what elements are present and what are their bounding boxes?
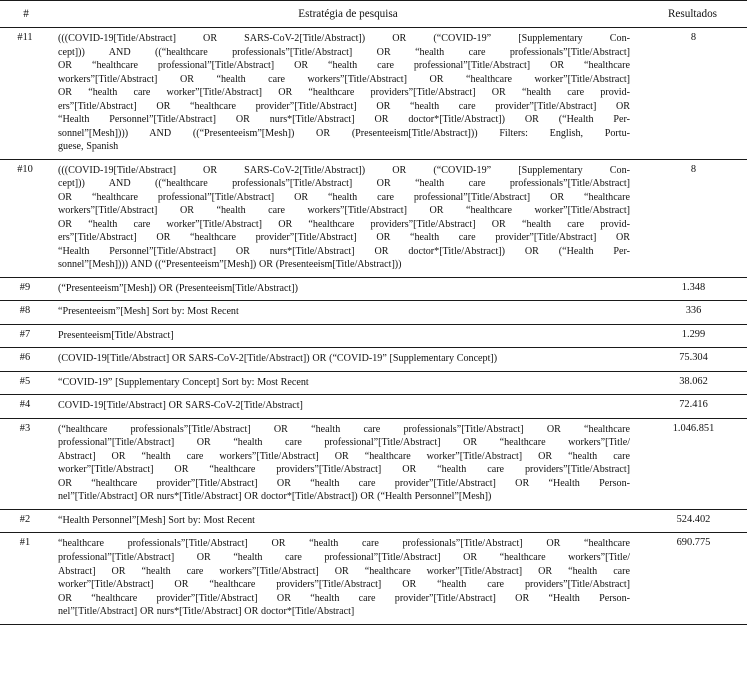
search-strategy-text (52, 324, 644, 348)
result-count: 72.416 (644, 395, 747, 419)
strategy-line: OR “health care worker”[Title/Abstract] OR “healthcare providers”[Title/Abstract] OR “health care provid- (58, 87, 630, 99)
result-count: 690.775 (644, 533, 747, 624)
strategy-line: “healthcare professionals”[Title/Abstract] OR “health care professionals”[Title/Abstract] OR “healthcare (58, 538, 630, 550)
table-header (0, 1, 747, 28)
search-strategy-text (52, 277, 644, 301)
table-row (0, 324, 747, 348)
strategy-line: sonnel”[Mesh]))) AND ((“Presenteeism”[Mesh]) OR (Presenteeism[Title/Abstract])) (58, 259, 402, 271)
table-row (0, 28, 747, 160)
result-count: 336 (644, 301, 747, 325)
table-row (0, 301, 747, 325)
strategy-line: OR “healthcare professional”[Title/Abstract] OR “health care professional”[Title/Abstract] OR “healthcare (58, 60, 630, 72)
search-strategy-text (52, 395, 644, 419)
row-number: #2 (0, 509, 52, 533)
strategy-line: professional”[Title/Abstract] OR “health care professional”[Title/Abstract] OR “healthcare workers”[Title/ (58, 437, 630, 449)
result-count: 38.062 (644, 371, 747, 395)
search-strategy-text (52, 418, 644, 509)
row-number: #8 (0, 301, 52, 325)
table-row (0, 533, 747, 624)
table-row (0, 509, 747, 533)
column-header-results: Resultados (644, 1, 747, 28)
strategy-line: (((COVID-19[Title/Abstract] OR SARS-CoV-2[Title/Abstract]) OR (“COVID-19” [Supplementary Con- (58, 33, 630, 44)
table-row (0, 277, 747, 301)
column-header-number: # (0, 1, 52, 28)
table-row (0, 159, 747, 277)
row-number: #11 (0, 28, 52, 160)
strategy-line: “Health Personnel”[Mesh] Sort by: Most Recent (58, 514, 255, 526)
strategy-line: cept])) AND ((“healthcare professionals”[Title/Abstract] OR “health care professionals”[Title/Abstract] (58, 178, 630, 190)
row-number: #1 (0, 533, 52, 624)
strategy-line: worker”[Title/Abstract] OR “healthcare providers”[Title/Abstract] OR “health care providers”[Title/Abstract] (58, 579, 630, 591)
strategy-line: cept])) AND ((“healthcare professionals”[Title/Abstract] OR “health care professionals”[Title/Abstract] (58, 46, 630, 58)
strategy-line: sonnel”[Mesh]))) AND ((“Presenteeism”[Mesh]) OR (Presenteeism[Title/Abstract])) Filters: English, Portu- (58, 127, 630, 139)
search-strategy-text (52, 301, 644, 325)
strategy-line: Abstract] OR “health care workers”[Title/Abstract] OR “healthcare worker”[Title/Abstract] OR “health care (58, 450, 630, 462)
search-strategy-text (52, 533, 644, 624)
strategy-line: ers”[Title/Abstract] OR “healthcare provider”[Title/Abstract] OR “health care provider”[Title/Abstract] OR (58, 232, 630, 244)
strategy-line: workers”[Title/Abstract] OR “health care workers”[Title/Abstract] OR “healthcare worker”[Title/Abstract] (58, 205, 630, 217)
table-row (0, 348, 747, 372)
row-number: #3 (0, 418, 52, 509)
result-count: 524.402 (644, 509, 747, 533)
result-count: 8 (644, 28, 747, 160)
strategy-line: (COVID-19[Title/Abstract] OR SARS-CoV-2[Title/Abstract]) OR (“COVID-19” [Supplementary Concept]) (58, 353, 498, 365)
search-strategy-text (52, 159, 644, 277)
row-number: #6 (0, 348, 52, 372)
row-number: #7 (0, 324, 52, 348)
column-header-strategy: Estratégia de pesquisa (52, 1, 644, 28)
strategy-line: (((COVID-19[Title/Abstract] OR SARS-CoV-2[Title/Abstract]) OR (“COVID-19” [Supplementary Con- (58, 164, 630, 176)
search-strategy-text (52, 509, 644, 533)
result-count: 1.299 (644, 324, 747, 348)
result-count: 75.304 (644, 348, 747, 372)
strategy-line: OR “health care worker”[Title/Abstract] OR “healthcare providers”[Title/Abstract] OR “health care provid- (58, 218, 630, 230)
strategy-line: Abstract] OR “health care workers”[Title/Abstract] OR “healthcare worker”[Title/Abstract] OR “health care (58, 565, 630, 577)
strategy-line: worker”[Title/Abstract] OR “healthcare providers”[Title/Abstract] OR “health care providers”[Title/Abstract] (58, 464, 630, 476)
strategy-line: COVID-19[Title/Abstract] OR SARS-CoV-2[Title/Abstract] (58, 400, 303, 412)
result-count: 1.348 (644, 277, 747, 301)
search-strategy-text (52, 348, 644, 372)
strategy-line: OR “healthcare provider”[Title/Abstract] OR “health care provider”[Title/Abstract] OR “Health Person- (58, 592, 630, 604)
table-body (0, 28, 747, 625)
strategy-line: Presenteeism[Title/Abstract] (58, 329, 174, 341)
strategy-line: “Health Personnel”[Title/Abstract] OR nurs*[Title/Abstract] OR doctor*[Title/Abstract]) OR (“Health Per- (58, 114, 630, 126)
search-strategy-text (52, 371, 644, 395)
table-row (0, 395, 747, 419)
strategy-line: (“healthcare professionals”[Title/Abstract] OR “health care professionals”[Title/Abstract] OR “healthcare (58, 423, 630, 435)
table-row (0, 418, 747, 509)
row-number: #10 (0, 159, 52, 277)
table-header-row (0, 1, 747, 28)
strategy-line: guese, Spanish (58, 141, 119, 153)
search-strategy-text (52, 28, 644, 160)
strategy-line: “Presenteeism”[Mesh] Sort by: Most Recent (58, 306, 239, 318)
table-row (0, 371, 747, 395)
strategy-line: workers”[Title/Abstract] OR “health care workers”[Title/Abstract] OR “healthcare worker”[Title/Abstract] (58, 73, 630, 85)
strategy-line: “COVID-19” [Supplementary Concept] Sort by: Most Recent (58, 376, 309, 388)
strategy-line: nel”[Title/Abstract] OR nurs*[Title/Abstract] OR doctor*[Title/Abstract]) OR (“Health Personnel”[Mesh]) (58, 491, 492, 503)
strategy-line: professional”[Title/Abstract] OR “health care professional”[Title/Abstract] OR “healthcare workers”[Title/ (58, 551, 630, 563)
result-count: 8 (644, 159, 747, 277)
strategy-line: “Health Personnel”[Title/Abstract] OR nurs*[Title/Abstract] OR doctor*[Title/Abstract]) OR (“Health Per- (58, 245, 630, 257)
strategy-line: (“Presenteeism”[Mesh]) OR (Presenteeism[Title/Abstract]) (58, 282, 298, 294)
row-number: #9 (0, 277, 52, 301)
row-number: #4 (0, 395, 52, 419)
strategy-line: OR “healthcare provider”[Title/Abstract] OR “health care provider”[Title/Abstract] OR “Health Person- (58, 477, 630, 489)
result-count: 1.046.851 (644, 418, 747, 509)
row-number: #5 (0, 371, 52, 395)
strategy-line: nel”[Title/Abstract] OR nurs*[Title/Abstract] OR doctor*[Title/Abstract] (58, 606, 355, 618)
strategy-line: ers”[Title/Abstract] OR “healthcare provider”[Title/Abstract] OR “health care provider”[Title/Abstract] OR (58, 100, 630, 112)
strategy-line: OR “healthcare professional”[Title/Abstract] OR “health care professional”[Title/Abstract] OR “healthcare (58, 191, 630, 203)
